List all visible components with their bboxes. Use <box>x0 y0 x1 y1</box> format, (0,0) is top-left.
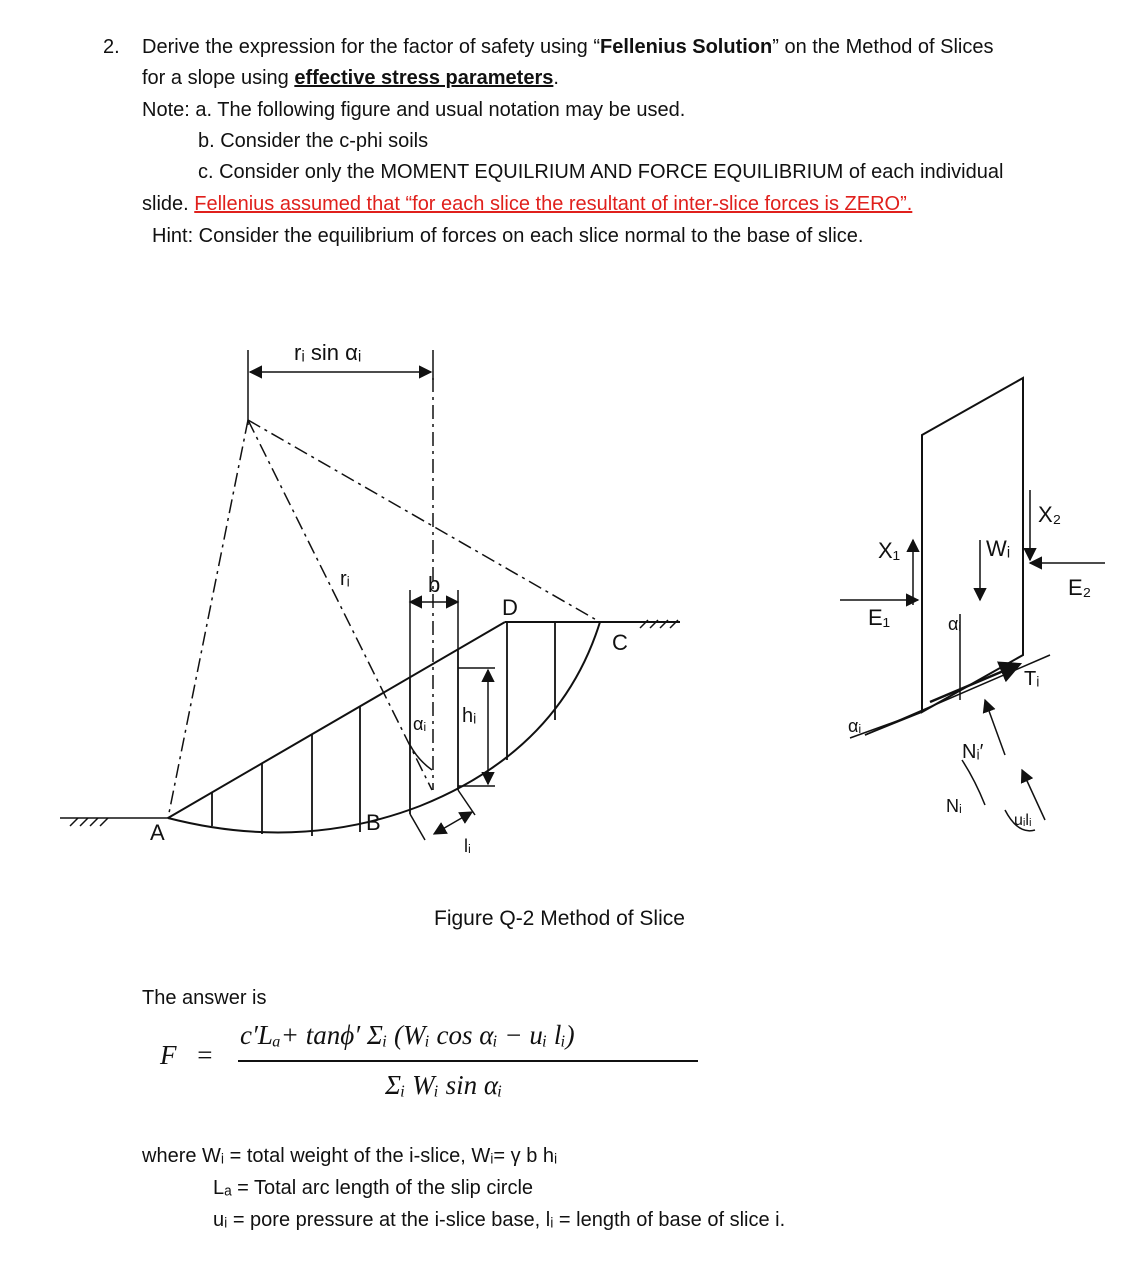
x1-label: X₁ <box>878 538 901 563</box>
ri-label: rᵢ <box>340 568 350 590</box>
e1-label: E₁ <box>868 605 891 630</box>
question-line-2-post: . <box>553 67 559 89</box>
equation-lhs <box>160 1040 212 1071</box>
fellenius-assumption: Fellenius assumed that “for each slice the resultant of inter-slice forces is ZERO”. <box>194 193 913 215</box>
alpha-i-slice-label: αᵢ <box>948 614 962 634</box>
slide-prefix: slide. <box>142 193 195 215</box>
hi-label: hᵢ <box>462 705 477 727</box>
where-line-2: Lₐ = Total arc length of the slip circle <box>213 1177 534 1199</box>
point-b-label: B <box>366 810 381 835</box>
wi-label: Wᵢ <box>986 536 1011 561</box>
equation-numerator: c′Lₐ+ tanϕ′ Σᵢ (Wᵢ cos αᵢ − uᵢ lᵢ) <box>240 1020 575 1050</box>
point-c-label: C <box>612 630 628 655</box>
uili-label: uᵢlᵢ <box>1014 812 1032 829</box>
radius-lines <box>168 378 600 818</box>
point-d-label: D <box>502 595 518 620</box>
slope-diagram <box>60 350 680 840</box>
fraction-bar <box>238 1060 698 1062</box>
point-a-label: A <box>150 820 165 845</box>
question-line-1-pre: Derive the expression for the factor of safety using “ <box>142 36 600 58</box>
question-line-2-pre: for a slope using <box>142 67 295 89</box>
alpha-i-base-label: αᵢ <box>848 716 862 736</box>
x2-label: X₂ <box>1038 502 1062 527</box>
question-number: 2. <box>103 36 120 58</box>
hint: Hint: Consider the equilibrium of forces on each slice normal to the base of slice. <box>152 225 864 247</box>
slice-lines <box>212 622 555 836</box>
answer-intro: The answer is <box>142 987 267 1009</box>
slip-circle-arc <box>168 622 600 832</box>
where-line-3: uᵢ = pore pressure at the i-slice base, lᵢ = length of base of slice i. <box>213 1209 786 1231</box>
b-label: b <box>428 572 441 597</box>
question-line-1-post: ” on the Method of Slices <box>772 36 994 58</box>
equals-sign: = <box>197 1040 213 1070</box>
ni-prime-label: Nᵢ′ <box>962 741 984 763</box>
figure-caption: Figure Q-2 Method of Slice <box>434 907 685 930</box>
note-c: c. Consider only the MOMENT EQUILRIUM AND FORCE EQUILIBRIUM of each individual <box>198 161 1004 183</box>
ti-arrow <box>930 664 1020 702</box>
fellenius-solution-term: Fellenius Solution <box>600 36 773 58</box>
li-dimension <box>434 812 472 834</box>
li-label: lᵢ <box>464 836 471 856</box>
where-line-1: where Wᵢ = total weight of the i-slice, Wᵢ= γ b hᵢ <box>142 1145 558 1167</box>
ni-label: Nᵢ <box>946 796 962 816</box>
ri-sin-ai-label: rᵢ sin αᵢ <box>294 340 362 365</box>
factor-of-safety-symbol: F <box>160 1040 177 1070</box>
alpha-i-label: αᵢ <box>413 714 427 734</box>
note-b: b. Consider the c-phi soils <box>198 130 429 152</box>
effective-stress-term: effective stress parameters <box>294 67 554 89</box>
e2-label: E₂ <box>1068 575 1092 600</box>
slope-surface <box>168 622 505 818</box>
equation-denominator: Σᵢ Wᵢ sin αᵢ <box>385 1070 503 1100</box>
ni-prime-arrow <box>985 700 1005 755</box>
ti-label: Tᵢ <box>1024 668 1040 690</box>
ni-brace <box>962 760 985 805</box>
note-a: Note: a. The following figure and usual notation may be used. <box>142 99 686 121</box>
